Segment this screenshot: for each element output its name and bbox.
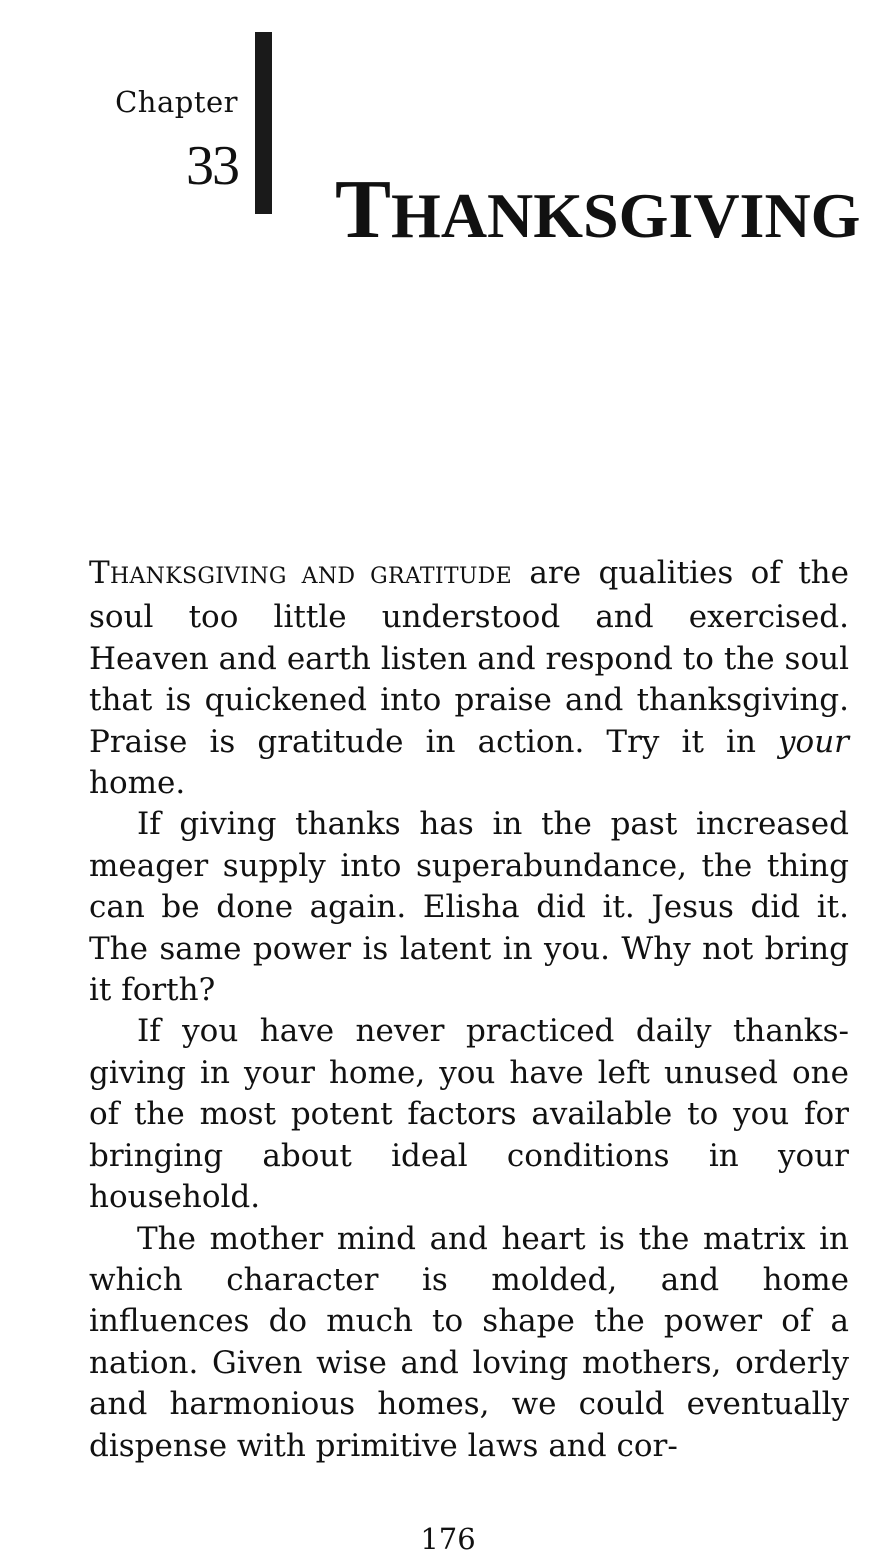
chapter-body — [89, 553, 849, 1467]
paragraph-4: The mother mind and heart is the matrix in which character is molded, and home influences do much to shape the power of a nation. Given wise and loving mothers, orderly and harmonious homes, we could eventually dispense with primitive laws and cor- — [89, 1220, 849, 1464]
paragraph-1-text-end: home. — [89, 765, 186, 802]
paragraph-1-text: are qualities of the soul too little understood and exercised. Heaven and earth listen and respond to the soul that is quickened into praise and thanksgiving. Praise is gratitude in action. Try it in — [89, 555, 849, 760]
chapter-label: Chapter — [115, 85, 238, 119]
paragraph-1 — [89, 553, 849, 804]
opening-smallcaps — [89, 555, 512, 591]
page-number: 176 — [420, 1522, 476, 1556]
chapter-header — [0, 0, 896, 257]
opening-lead: HANKSGIVING AND GRATITUDE — [109, 564, 512, 589]
chapter-number: 33 — [186, 135, 238, 197]
paragraph-2: If giving thanks has in the past increased meager supply into superabundance, the thing can be done again. Elisha did it. Jesus did it. The same power is latent in you. Why not bring it forth? — [89, 806, 849, 1009]
paragraph-1-emphasis: your — [778, 723, 849, 760]
chapter-title-initial: T — [335, 163, 392, 257]
opening-initial: T — [89, 555, 110, 591]
paragraph-3: If you have never practiced daily thanksgiving in your home, you have left unused one of the most potent factors available to you for bringing about ideal conditions in your household. — [89, 1013, 849, 1216]
chapter-title — [335, 163, 861, 257]
chapter-divider-rule — [255, 32, 272, 214]
chapter-title-rest: HANKSGIVING — [391, 180, 861, 252]
